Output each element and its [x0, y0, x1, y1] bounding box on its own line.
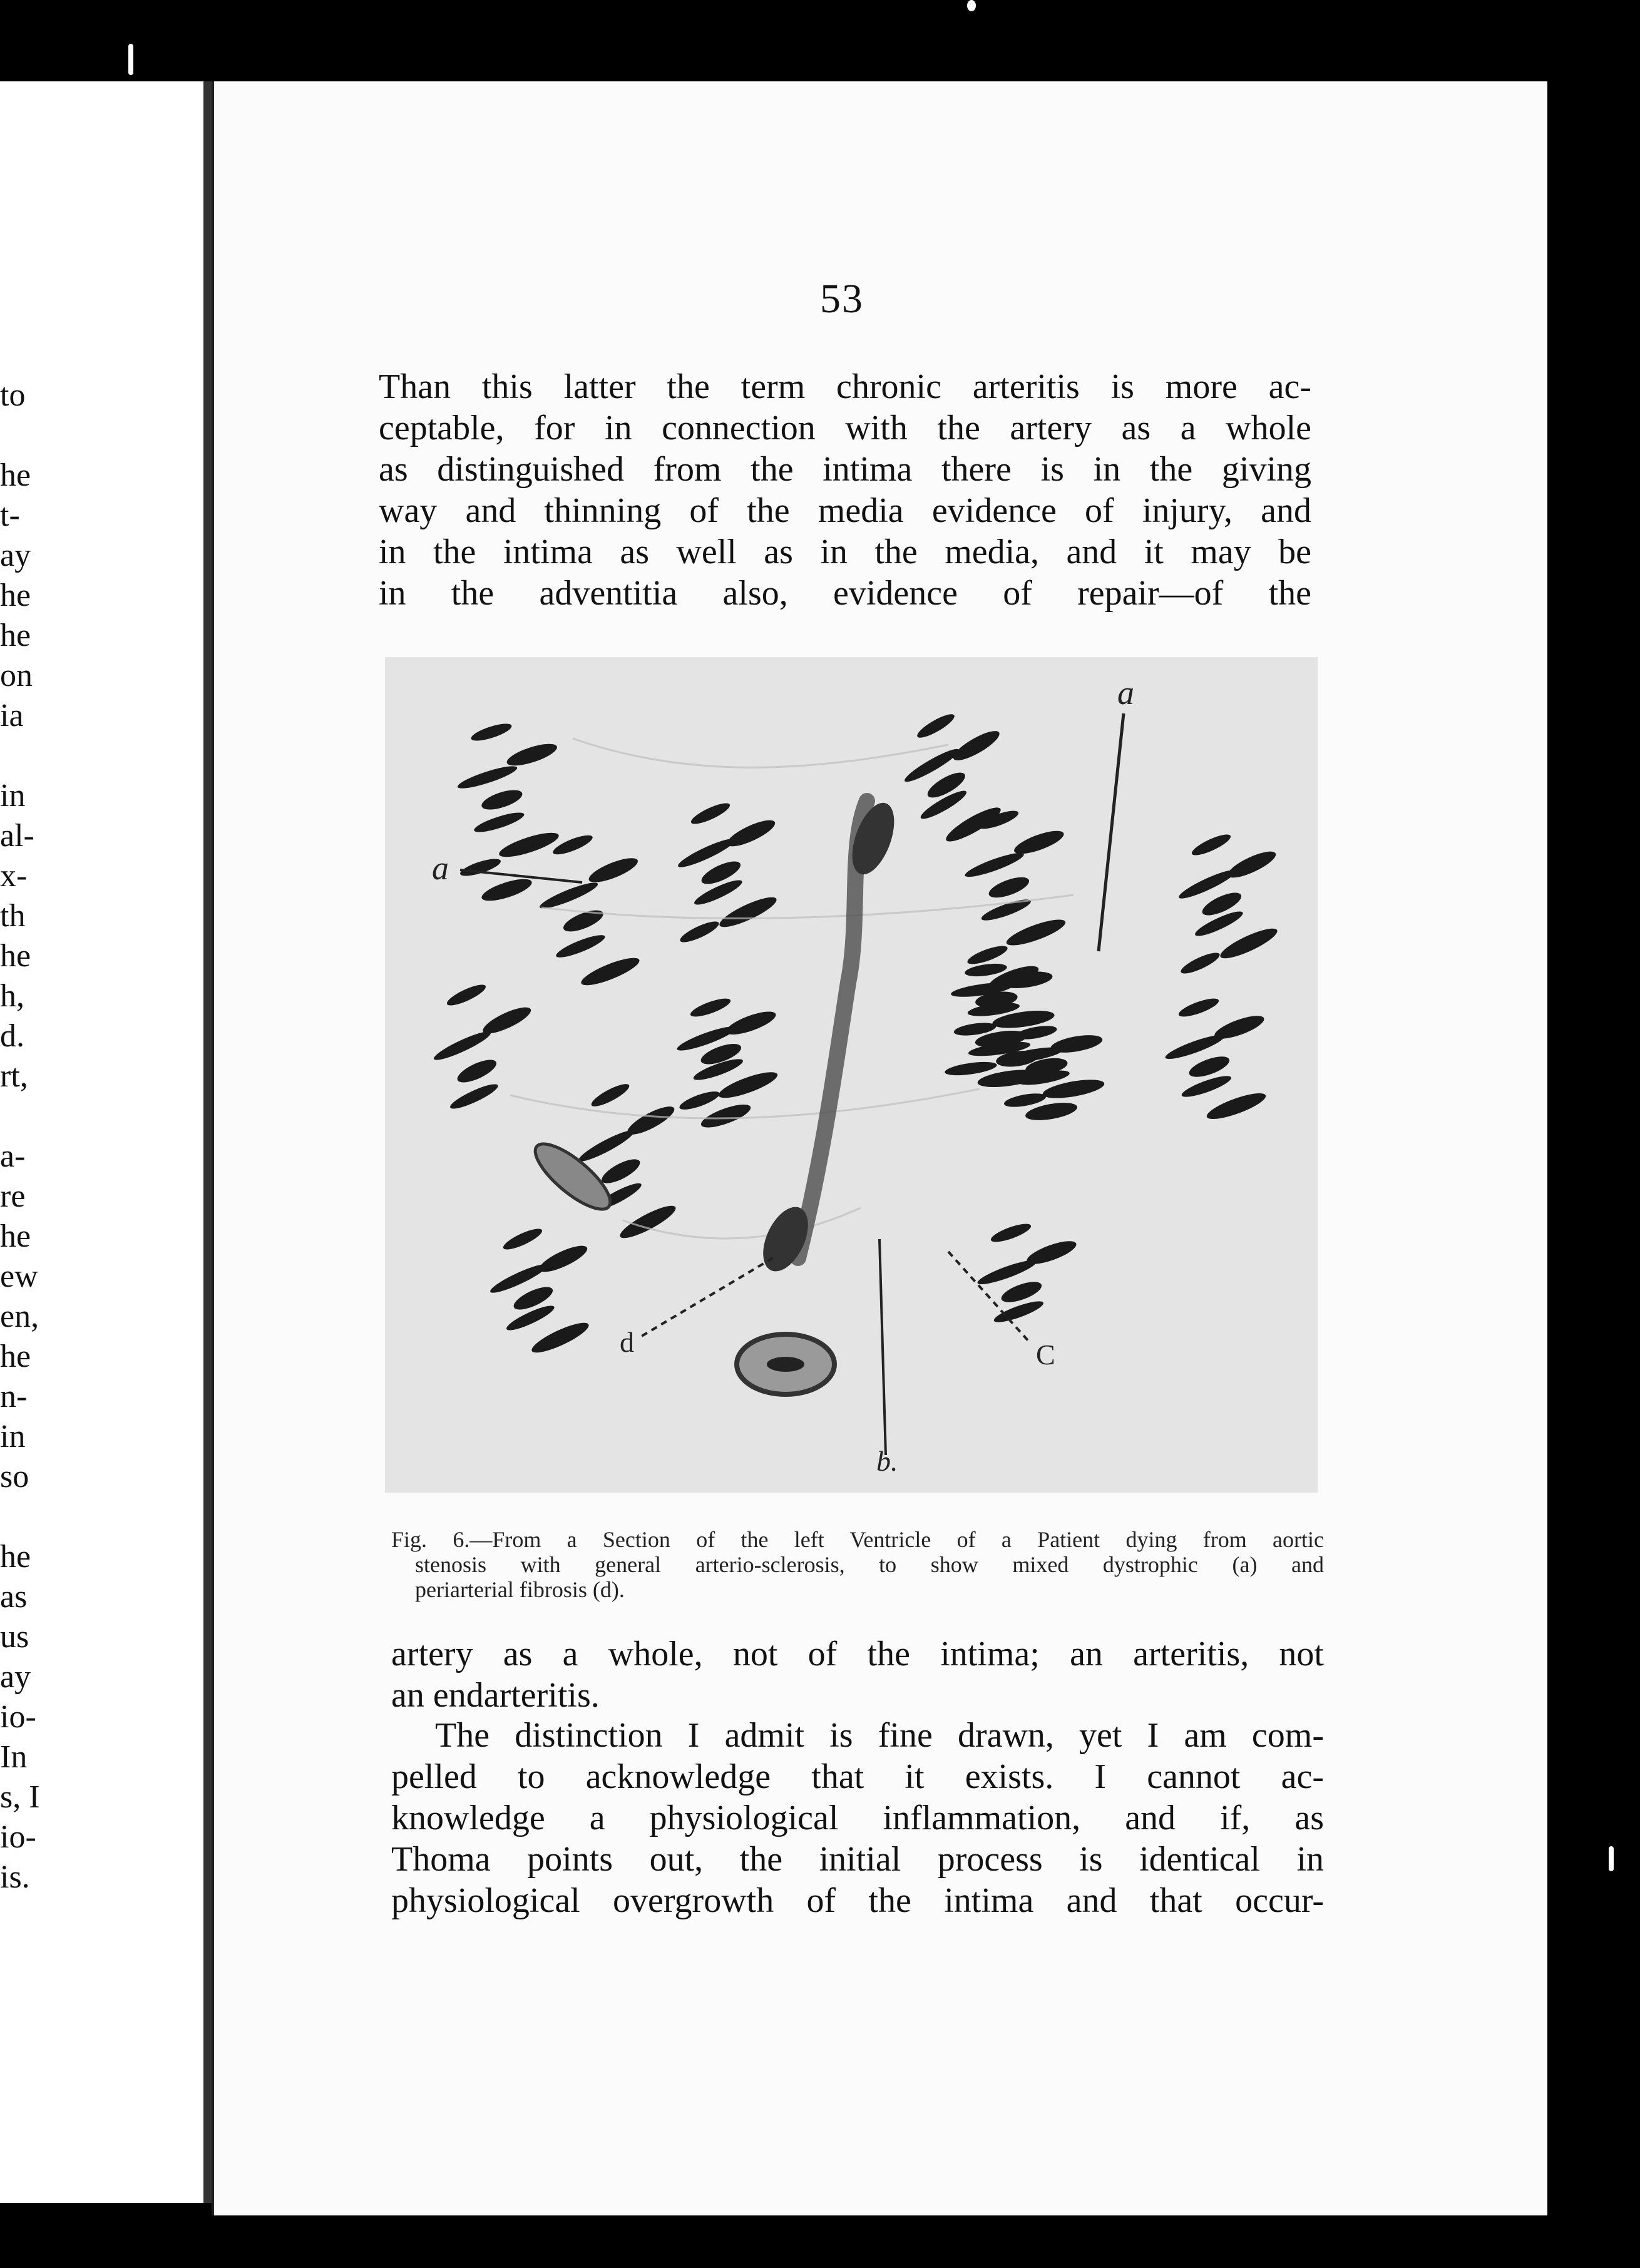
text-line: way and thinning of the media evidence of injury, and [379, 491, 1311, 530]
text-line: pelled to acknowledge that it exists. I cannot ac- [391, 1757, 1324, 1796]
left-page-text-fragment: he [0, 578, 31, 613]
left-page-text-fragment: rt, [0, 1058, 28, 1094]
text-line: an endarteritis. [391, 1676, 600, 1715]
left-page-text-fragment: so [0, 1459, 29, 1494]
left-page-text-fragment: ia [0, 698, 24, 733]
left-page-text-fragment: in [0, 1419, 26, 1454]
caption-line: stenosis with general arterio-sclerosis, to show mixed dystrophic (a) and [415, 1552, 1324, 1577]
left-page-text-fragment: h, [0, 978, 24, 1014]
left-page-text-fragment: he [0, 1339, 31, 1374]
left-page-text-fragment: ay [0, 1659, 31, 1695]
left-page-text-fragment: In [0, 1739, 28, 1775]
text-line: The distinction I admit is fine drawn, yet I am com- [435, 1716, 1324, 1755]
left-page [0, 81, 203, 2203]
text-line: ceptable, for in connection with the artery as a whole [379, 409, 1311, 447]
left-page-text-fragment: as [0, 1579, 28, 1615]
left-page-text-fragment: n- [0, 1379, 28, 1414]
figure-caption [391, 1527, 1324, 1602]
micrograph-illustration [385, 657, 1318, 1493]
left-page-text-fragment: he [0, 1539, 31, 1575]
paragraph-continued [391, 1633, 1324, 1716]
left-page-text-fragment: ew [0, 1259, 38, 1294]
label-d: d [620, 1326, 634, 1358]
figure-micrograph [385, 657, 1318, 1493]
text-line: knowledge a physiological inflammation, and if, as [391, 1799, 1324, 1837]
scan-speck [128, 44, 133, 75]
text-line: Than this latter the term chronic arteritis is more ac- [379, 367, 1311, 406]
left-page-text-fragment: d. [0, 1018, 24, 1054]
label-c: C [1036, 1339, 1055, 1371]
left-page-text-fragment: in [0, 778, 26, 814]
left-page-text-fragment: io- [0, 1699, 36, 1735]
left-page-text-fragment: ay [0, 538, 31, 573]
text-line: physiological overgrowth of the intima and that occur- [391, 1881, 1324, 1920]
caption-line: Fig. 6.—From a Section of the left Ventricle of a Patient dying from aortic [391, 1527, 1324, 1552]
left-page-text-fragment: re [0, 1178, 26, 1214]
left-page-text-fragment: a- [0, 1138, 26, 1174]
text-line: in the adventitia also, evidence of repair—of the [379, 574, 1311, 613]
scan-speck [1609, 1846, 1614, 1871]
left-page-text-fragment: al- [0, 818, 34, 854]
page-number: 53 [820, 276, 864, 322]
left-page-text-fragment: he [0, 938, 31, 974]
label-a-left: a [432, 849, 449, 887]
left-page-text-fragment: s, I [0, 1779, 40, 1815]
paragraph-next [391, 1715, 1324, 1921]
label-a-top: a [1117, 674, 1134, 712]
left-page-text-fragment: he [0, 1218, 31, 1254]
left-page-text-fragment: he [0, 618, 31, 653]
text-line: artery as a whole, not of the intima; an arteritis, not [391, 1635, 1324, 1673]
left-page-text-fragment: t- [0, 498, 20, 533]
left-page-text-fragment: x- [0, 858, 28, 894]
book-spine [203, 81, 212, 2203]
text-line: Thoma points out, the initial process is identical in [391, 1840, 1324, 1879]
left-page-text-fragment: en, [0, 1299, 39, 1334]
left-page-text-fragment: us [0, 1619, 29, 1655]
left-page-text-fragment: he [0, 457, 31, 493]
left-page-text-fragment: th [0, 898, 26, 934]
text-line: in the intima as well as in the media, and it may be [379, 533, 1311, 571]
left-page-text-fragment: is. [0, 1859, 30, 1895]
scan-speck [967, 0, 976, 11]
text-line: as distinguished from the intima there is in the giving [379, 450, 1311, 489]
label-b: b. [876, 1445, 898, 1477]
left-page-text-fragment: to [0, 377, 26, 413]
left-page-text-fragment: io- [0, 1819, 36, 1855]
caption-line: periarterial fibrosis (d). [415, 1577, 625, 1602]
paragraph-top [379, 366, 1311, 614]
left-page-text-fragment: on [0, 658, 33, 693]
